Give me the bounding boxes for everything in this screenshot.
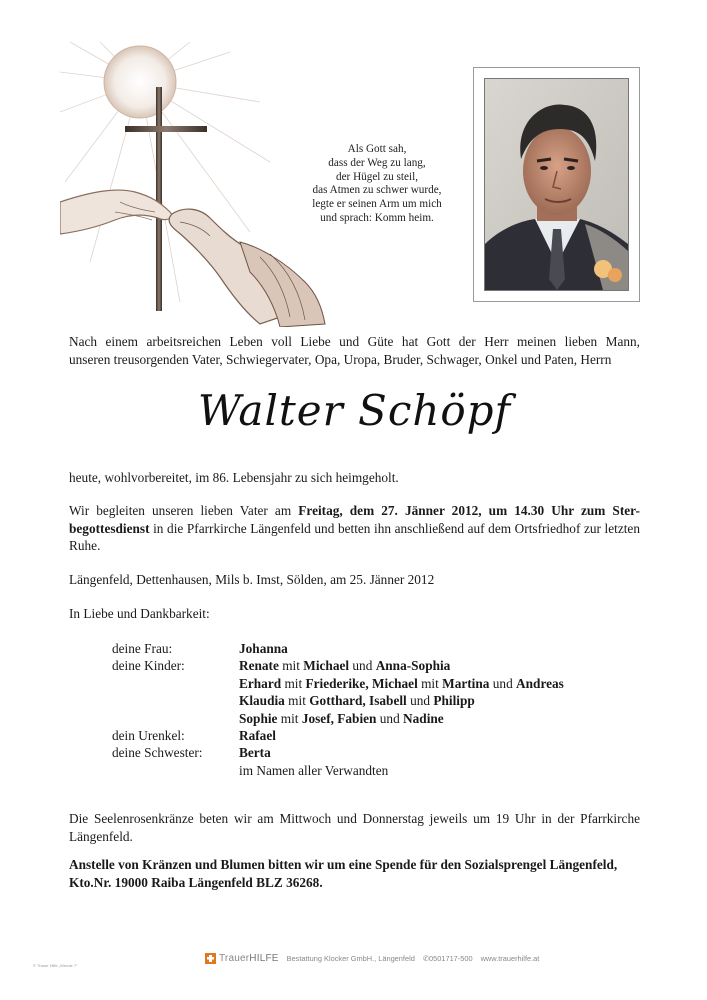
funeral-post: in die Pfarrkirche Längenfeld und betten ihn anschließend auf dem Ortsfriedhof zur letzten Ruhe. [69,520,640,554]
intro-text [69,333,640,368]
family-row [112,727,632,744]
trauerhilfe-logo [205,953,279,964]
family-name: Philipp [433,693,475,709]
family-name: Renate [239,658,279,674]
family-name: Sophie [239,710,278,726]
relation-label: dein Urenkel: [112,728,185,744]
cross-hands-illustration [60,42,330,327]
footer-web: www.trauerhilfe.at [480,953,540,963]
footer-company: Bestattung Klocker GmbH., Längenfeld [286,953,415,963]
logo-text-part2: HILFE [249,952,279,964]
relation-label: deine Schwester: [112,745,203,761]
family-name: Nadine [403,710,444,726]
poem [298,143,456,226]
family-row [112,744,632,761]
funeral-info [69,502,640,555]
family-row [112,710,632,727]
deceased-name: Walter Schöpf [197,386,512,435]
poem-line: dass der Weg zu lang, [328,156,426,169]
logo-text-part1: Trauer [219,952,250,964]
poem-line: Als Gott sah, [347,143,407,155]
family-row [112,692,632,709]
family-row [112,762,632,779]
family-list [112,640,632,779]
relation-label: deine Frau: [112,641,173,656]
family-connector: und [352,658,373,674]
gratitude-line: In Liebe und Dankbarkeit: [69,606,210,621]
logo-mark-icon [205,953,216,964]
relation-label: deine Kinder: [112,658,185,674]
family-name: Gotthard, Isabell [309,693,407,709]
portrait-photo [484,78,629,291]
copyright-note: © Trauer Hilfe „Wende 7“ [33,963,78,968]
poem-line: legte er seinen Arm um mich [312,198,442,211]
donation-line-1: Anstelle von Kränzen und Blumen bitten wir um eine Spende für den Sozialsprengel Längenfeld, [69,857,618,872]
relatives-line: im Namen aller Verwandten [239,762,389,778]
footer-phone: ✆0501717-500 [422,953,473,963]
family-connector: und [410,693,431,709]
family-connector: mit [288,693,306,709]
funeral-service: begottesdienst [69,520,150,536]
rosary-info [69,810,640,845]
family-connector: mit [284,675,303,691]
passed-text: heute, wohlvorbereitet, im 86. Lebensjahr zu sich heimgeholt. [69,470,399,485]
funeral-date-time: Freitag, dem 27. Jänner 2012, um 14.30 Uhr zum Ster- [298,503,640,518]
family-row [112,640,632,657]
intro-line-2: unseren treusorgenden Vater, Schwiegervater, Opa, Uropa, Bruder, Schwager, Onkel und Paten, Herrn [69,351,612,367]
poem-line: der Hügel zu steil, [335,170,419,183]
donation-info [69,856,640,891]
family-connector: mit [282,658,300,674]
place-date: Längenfeld, Dettenhausen, Mils b. Imst, Sölden, am 25. Jänner 2012 [69,572,435,587]
family-name: Klaudia [239,693,285,709]
footer [205,950,539,966]
family-name: Friederike, Michael [305,675,418,691]
rosary-line-2: Längenfeld. [69,828,133,844]
family-name: Anna-Sophia [375,658,451,674]
poem-line: das Atmen zu schwer wurde, [312,184,442,197]
family-connector: und [379,710,400,726]
family-name: Erhard [239,675,282,691]
family-connector: mit [421,675,439,691]
family-name: Josef, Fabien [301,710,377,726]
family-row [112,675,632,692]
family-name: Martina [442,675,490,691]
family-connector: mit [280,710,299,726]
donation-line-2: Kto.Nr. 19000 Raiba Längenfeld BLZ 36268. [69,874,323,890]
portrait-frame [473,67,640,302]
family-connector: und [492,675,513,691]
family-name: Rafael [239,728,276,744]
poem-line: und sprach: Komm heim. [320,211,434,224]
family-name: Johanna [239,641,288,656]
family-row [112,657,632,674]
rosary-line-1: Die Seelenrosenkränze beten wir am Mittwoch und Donnerstag jeweils um 19 Uhr in der Pfarrkirche [69,811,640,826]
family-name: Andreas [516,675,564,691]
funeral-pre: Wir begleiten unseren lieben Vater am [69,503,292,518]
family-name: Michael [303,658,350,674]
family-name: Berta [239,745,271,761]
intro-line-1: Nach einem arbeitsreichen Leben voll Liebe und Güte hat Gott der Herr meinen lieben Mann, [69,334,640,349]
